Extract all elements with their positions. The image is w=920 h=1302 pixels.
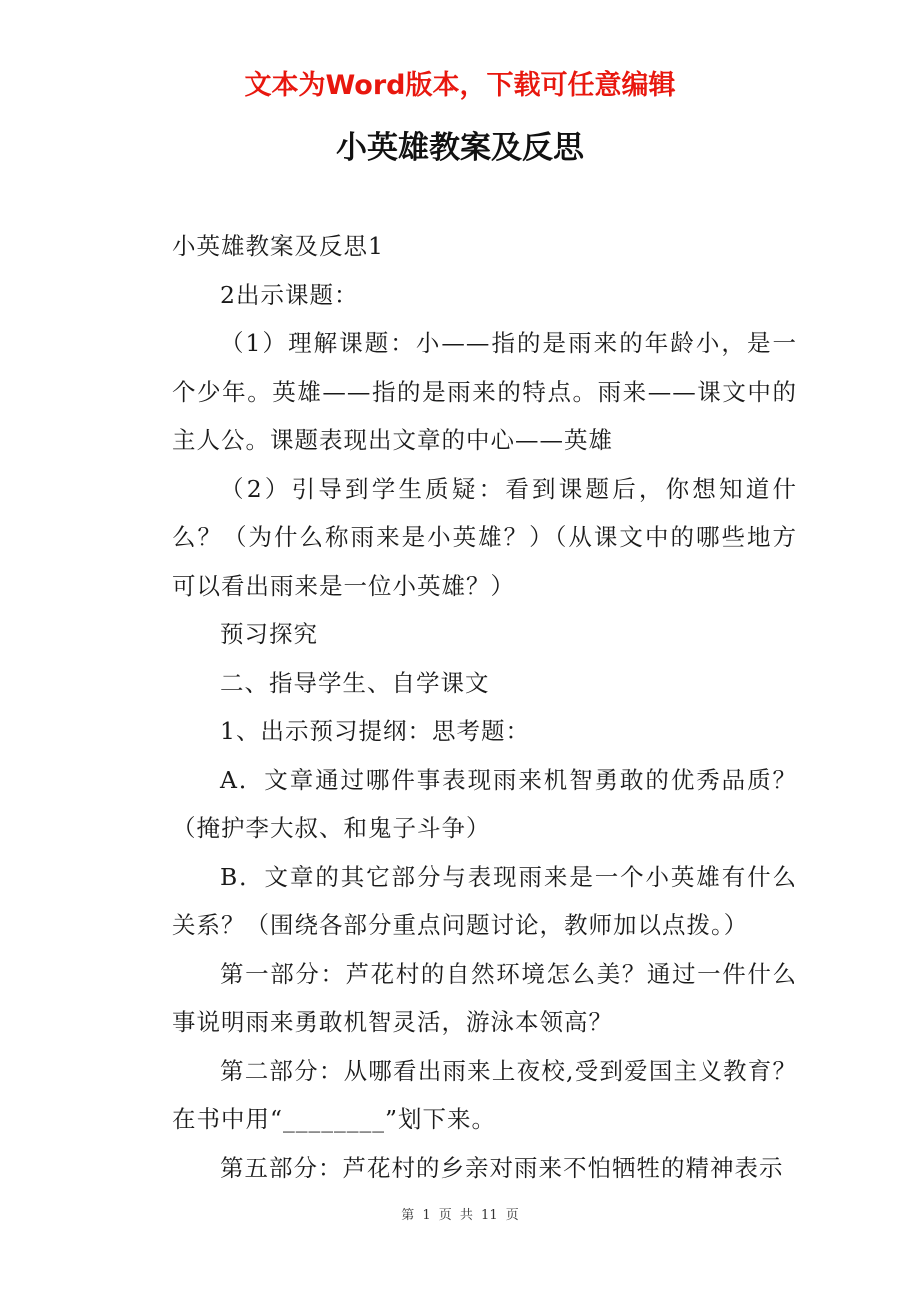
paragraph: 预习探究 (220, 620, 318, 648)
document-body (172, 222, 797, 1192)
paragraph: 二、指导学生、自学课文 (220, 668, 490, 697)
paragraph: 2出示课题： (220, 280, 359, 309)
page-number-footer: 第 1 页 共 11 页 (401, 1208, 519, 1223)
paragraph: 1、出示预习提纲：思考题： (220, 717, 530, 745)
download-banner: 文本为Word版本，下载可任意编辑 (244, 70, 676, 101)
document-title: 小英雄教案及反思 (336, 130, 584, 166)
section-heading: 小英雄教案及反思1 (172, 232, 384, 260)
paragraph: （1）理解课题：小——指的是雨来的年龄小，是一个少年。英雄——指的是雨来的特点。雨来——课文中的主人公。课题表现出文章的中心——英雄 (172, 329, 797, 454)
paragraph: 第二部分：从哪看出雨来上夜校,受到爱国主义教育？在书中用“________”划下来。 (172, 1056, 797, 1133)
paragraph: 第一部分：芦花村的自然环境怎么美？通过一件什么事说明雨来勇敢机智灵活，游泳本领高？ (172, 959, 797, 1036)
paragraph: （2）引导到学生质疑：看到课题后，你想知道什么？（为什么称雨来是小英雄？）（从课文中的哪些地方可以看出雨来是一位小英雄？） (172, 474, 797, 600)
paragraph: 第五部分：芦花村的乡亲对雨来不怕牺牲的精神表示 (220, 1153, 784, 1182)
paragraph: A．文章通过哪件事表现雨来机智勇敢的优秀品质？（掩护李大叔、和鬼子斗争） (172, 765, 797, 842)
paragraph: B．文章的其它部分与表现雨来是一个小英雄有什么关系？（围绕各部分重点问题讨论，教师加以点拨。） (172, 862, 797, 939)
